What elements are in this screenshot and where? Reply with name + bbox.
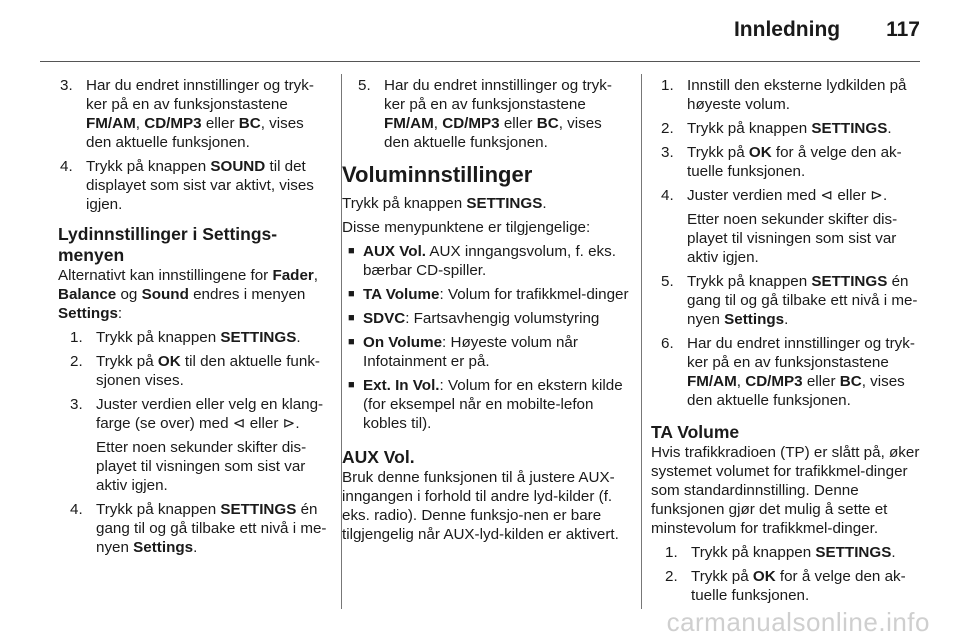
column-3 <box>651 76 923 610</box>
right-arrow-icon: ⊳ <box>870 187 883 204</box>
section-body <box>342 194 630 544</box>
header-rule <box>40 61 920 62</box>
list-item: ■ SDVC: Fartsavhengig volumstyring <box>348 310 600 327</box>
page-header <box>734 18 920 42</box>
section-heading: Lydinnstillinger i Settings-menyen <box>58 224 278 265</box>
list-item: 2. Trykk på knappen SETTINGS. <box>661 120 892 137</box>
list-item: 2. Trykk på OK til den aktuelle funk-sjonen vises. <box>70 353 320 389</box>
paragraph: Hvis trafikkradioen (TP) er slått på, øker systemet volumet for trafikkmel-dinger som standardinnstilling. Denne funksjonen gjør det mulig å sette et minstevolum for trafikkmel-dinger. <box>651 444 920 537</box>
list-item: 5. Har du endret innstillinger og tryk-ker på en av funksjonstastene FM/AM, CD/MP3 eller BC, vises den aktuelle funksjonen. <box>358 77 612 151</box>
watermark: carmanualsonline.info <box>666 607 930 637</box>
list-item: 6. Har du endret innstillinger og tryk-ker på en av funksjonstastene FM/AM, CD/MP3 eller BC, vises den aktuelle funksjonen. <box>661 335 915 409</box>
left-arrow-icon: ⊲ <box>820 187 834 204</box>
list-item: ■ Ext. In Vol.: Volum for en ekstern kilde (for eksempel når en mobilte-lefon kobles til). <box>348 377 623 432</box>
list-item: 3. Juster verdien eller velg en klang-farge (se over) med ⊲ eller ⊳. <box>70 396 324 432</box>
section-heading: TA Volume <box>651 422 740 442</box>
bullet-icon: ■ <box>348 379 355 391</box>
column-divider <box>641 74 642 609</box>
bullet-icon: ■ <box>348 336 355 348</box>
section-title: Innledning <box>733 18 841 41</box>
list-item: 4. Trykk på knappen SETTINGS én gang til og gå tilbake ett nivå i me-nyen Settings. <box>70 501 327 556</box>
section-heading: AUX Vol. <box>342 447 415 467</box>
list-item: 4. Trykk på knappen SOUND til det displayet som sist var aktivt, vises igjen. <box>60 158 314 213</box>
list-item: 3. Trykk på OK for å velge den ak-tuelle funksjonen. <box>661 144 902 180</box>
list-item: 1. Innstill den eksterne lydkilden på høyeste volum. <box>661 77 907 113</box>
list-item: 5. Trykk på knappen SETTINGS én gang til og gå tilbake ett nivå i me-nyen Settings. <box>661 273 918 328</box>
list-item: ■ TA Volume: Volum for trafikkmel-dinger <box>348 286 629 303</box>
list-item: ■ On Volume: Høyeste volum når Infotainment er på. <box>348 334 578 370</box>
right-arrow-icon: ⊳ <box>282 415 296 432</box>
page-number: 117 <box>886 18 920 41</box>
list-item: ■ AUX Vol. AUX inngangsvolum, f. eks. bærbar CD-spiller. <box>348 243 616 279</box>
steps-list <box>70 328 328 557</box>
list-item: 1. Trykk på knappen SETTINGS. <box>665 544 896 561</box>
paragraph: Alternativt kan innstillingene for Fader, Balance og Sound endres i menyen Settings: <box>58 267 319 322</box>
bullet-icon: ■ <box>348 312 355 324</box>
step-note: Etter noen sekunder skifter dis-playet til visningen som sist var aktiv igjen. <box>96 439 307 494</box>
paragraph: Trykk på knappen SETTINGS. <box>342 195 547 212</box>
paragraph: Bruk denne funksjonen til å justere AUX-inngangen i forhold til andre lyd-kilder (f. eks. radio). Denne funksjo-nen er bare tilgjengelig når AUX-lyd-kilden er aktivert. <box>342 469 619 543</box>
paragraph: Disse menypunktene er tilgjengelige: <box>342 219 591 236</box>
bullet-icon: ■ <box>348 245 355 257</box>
bullet-icon: ■ <box>348 288 355 300</box>
left-arrow-icon: ⊲ <box>232 415 246 432</box>
list-item: 4. Juster verdien med ⊲ eller ⊳. <box>661 187 888 204</box>
column-2 <box>342 76 630 544</box>
list-item: 2. Trykk på OK for å velge den ak-tuelle funksjonen. <box>665 568 906 604</box>
list-item: 3. Har du endret innstillinger og tryk-ker på en av funksjonstastene FM/AM, CD/MP3 eller BC, vises den aktuelle funksjonen. <box>60 77 314 151</box>
step-note: Etter noen sekunder skifter dis-playet til visningen som sist var aktiv igjen. <box>687 211 898 266</box>
steps-list <box>665 543 923 605</box>
list-item: 1. Trykk på knappen SETTINGS. <box>70 329 301 346</box>
column-1 <box>60 76 328 562</box>
main-heading: Voluminnstillinger <box>342 162 533 187</box>
